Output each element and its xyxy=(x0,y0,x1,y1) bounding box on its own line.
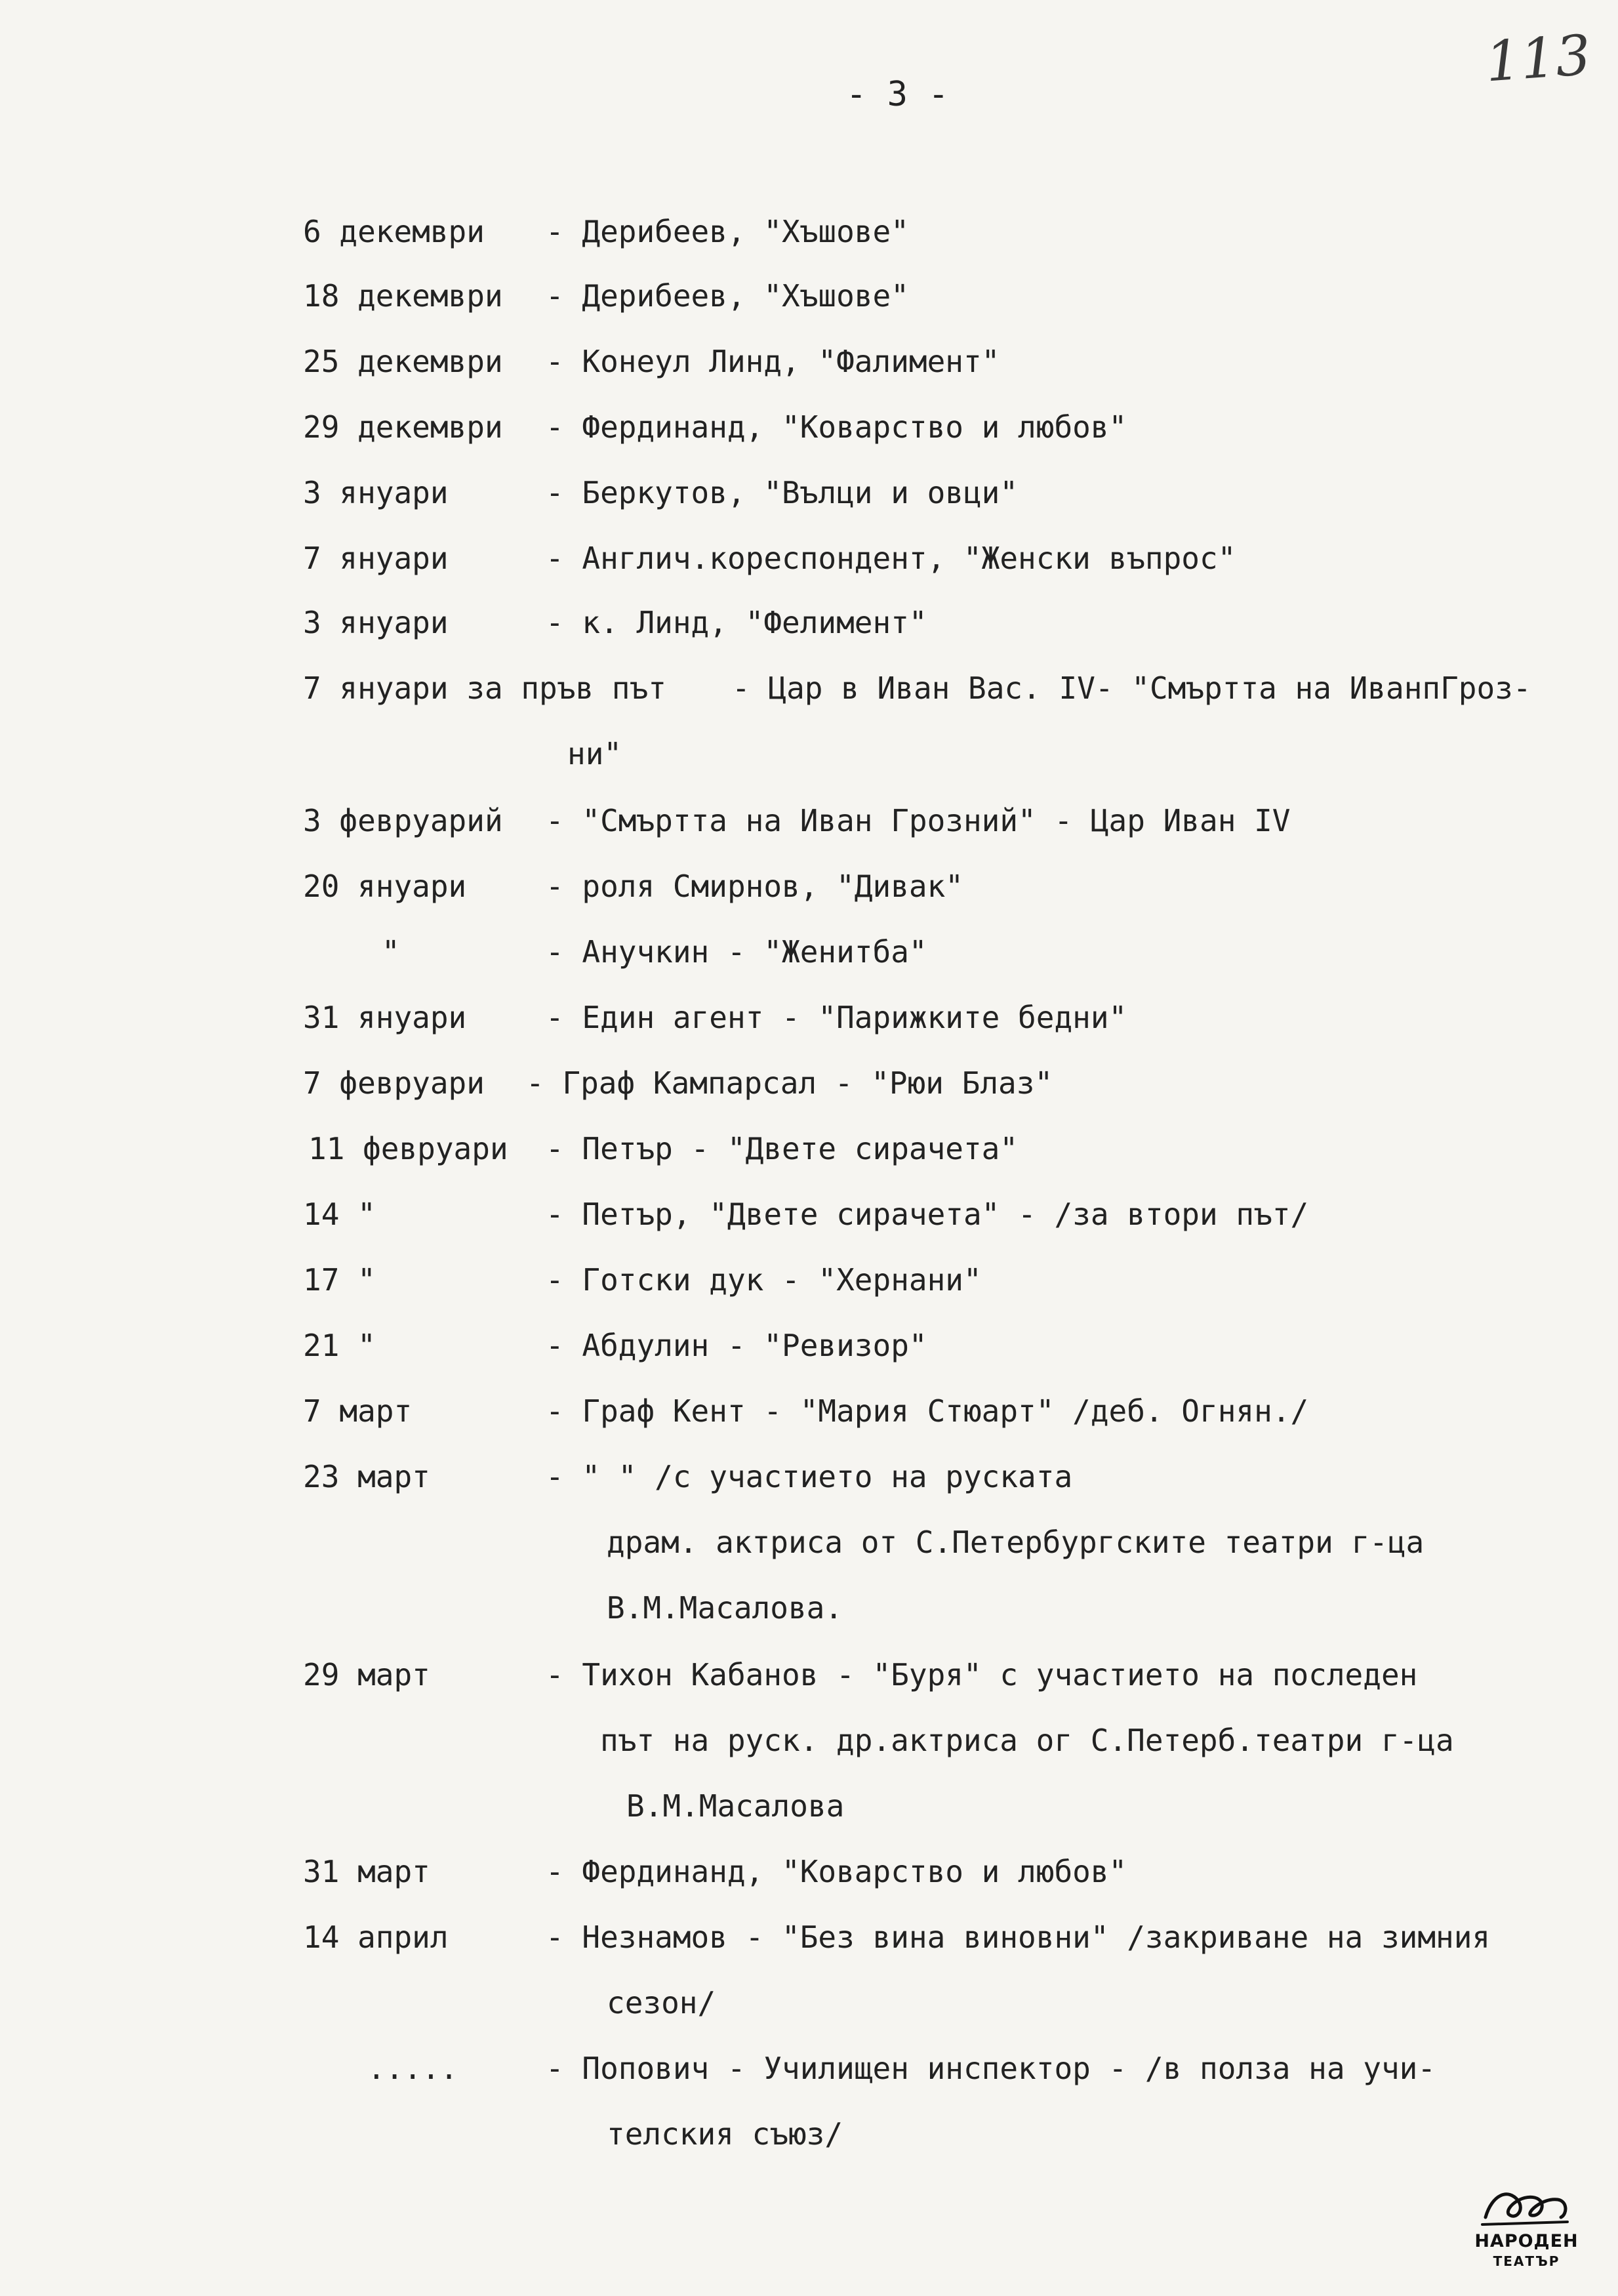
folio-number: 113 xyxy=(1483,22,1593,94)
entry-continuation: път на руск. др.актриса ог С.Петерб.театри г-ца xyxy=(600,1723,1454,1758)
logo-text-line2: ТЕАТЪР xyxy=(1493,2253,1560,2269)
entry-text: - Петър - "Двете сирачета" xyxy=(546,1131,1019,1166)
entry-continuation: драм. актриса от С.Петербургските театри г-ца xyxy=(607,1525,1425,1560)
entry-continuation: В.М.Масалова. xyxy=(607,1590,843,1626)
entry-text: - Петър, "Двете сирачета" - /за втори път/ xyxy=(546,1197,1309,1232)
entry-text: - Дерибеев, "Хъшове" xyxy=(546,214,909,249)
entry-date: 18 декември xyxy=(303,278,503,314)
entry-continuation: В.М.Масалова xyxy=(626,1788,845,1824)
entry-date: 14 април xyxy=(303,1919,449,1955)
entry-date: 25 декември xyxy=(303,344,503,379)
entry-date: 29 декември xyxy=(303,409,503,445)
entry-date: 7 януари за пръв път xyxy=(303,670,666,706)
entry-date: 31 януари xyxy=(303,1000,467,1035)
entry-text: - Абдулин - "Ревизор" xyxy=(546,1328,927,1363)
entry-text: - " " /с участието на руската xyxy=(546,1459,1073,1494)
entry-date: 3 януари xyxy=(303,475,449,510)
signature-logo-icon xyxy=(1469,2181,1584,2234)
entry-date: 29 март xyxy=(303,1657,430,1692)
entry-text: - Фердинанд, "Коварство и любов" xyxy=(546,1854,1127,1889)
entry-text: - Англич.кореспондент, "Женски въпрос" xyxy=(546,541,1236,576)
entry-text: - Тихон Кабанов - "Буря" с участието на последен xyxy=(546,1657,1418,1692)
entry-text: - "Смъртта на Иван Грозний" - Цар Иван IV xyxy=(546,803,1291,838)
entry-text: - Дерибеев, "Хъшове" xyxy=(546,278,909,314)
entry-text: - Готски дук - "Хернани" xyxy=(546,1262,982,1298)
entry-text: - Беркутов, "Вълци и овци" xyxy=(546,475,1019,510)
entry-continuation: телския съюз/ xyxy=(607,2116,843,2152)
entry-date: 31 март xyxy=(303,1854,430,1889)
entry-text: - Конеул Линд, "Фалимент" xyxy=(546,344,1000,379)
national-theatre-logo xyxy=(1469,2181,1584,2280)
entry-date: 23 март xyxy=(303,1459,430,1494)
entry-text: - Граф Кент - "Мария Стюарт" /деб. Огнян./ xyxy=(546,1393,1309,1429)
entry-date: 3 януари xyxy=(303,605,449,640)
entry-date: 7 януари xyxy=(303,541,449,576)
entry-text: - Попович - Училищен инспектор - /в полза на учи- xyxy=(546,2051,1436,2086)
entry-date: " xyxy=(382,934,400,970)
entry-date: 6 декември xyxy=(303,214,485,249)
entry-text: - Цар в Иван Вас. IV- "Смъртта на ИванпГроз- xyxy=(732,670,1531,706)
entry-date: ..... xyxy=(367,2051,458,2086)
entry-continuation: ни" xyxy=(567,736,622,771)
entry-text: - роля Смирнов, "Дивак" xyxy=(546,869,963,904)
entry-date: 20 януари xyxy=(303,869,467,904)
entry-text: - Фердинанд, "Коварство и любов" xyxy=(546,409,1127,445)
entry-date: 7 февруари xyxy=(303,1065,485,1101)
entry-date: 7 март xyxy=(303,1393,413,1429)
entry-text: - Един агент - "Парижките бедни" xyxy=(546,1000,1127,1035)
entry-text: - Граф Кампарсал - "Рюи Блаз" xyxy=(526,1065,1053,1101)
page-number: - 3 - xyxy=(846,75,949,114)
entry-text: - к. Линд, "Фелимент" xyxy=(546,605,927,640)
entry-date: 14 " xyxy=(303,1197,376,1232)
entry-date: 11 февруари xyxy=(308,1131,508,1166)
logo-text-line1: НАРОДЕН xyxy=(1474,2231,1579,2251)
entry-date: 21 " xyxy=(303,1328,376,1363)
entry-date: 3 февруарий xyxy=(303,803,503,838)
entry-date: 17 " xyxy=(303,1262,376,1298)
entry-text: - Анучкин - "Женитба" xyxy=(546,934,927,970)
entry-continuation: сезон/ xyxy=(607,1985,716,2020)
entry-text: - Незнамов - "Без вина виновни" /закриване на зимния xyxy=(546,1919,1491,1955)
